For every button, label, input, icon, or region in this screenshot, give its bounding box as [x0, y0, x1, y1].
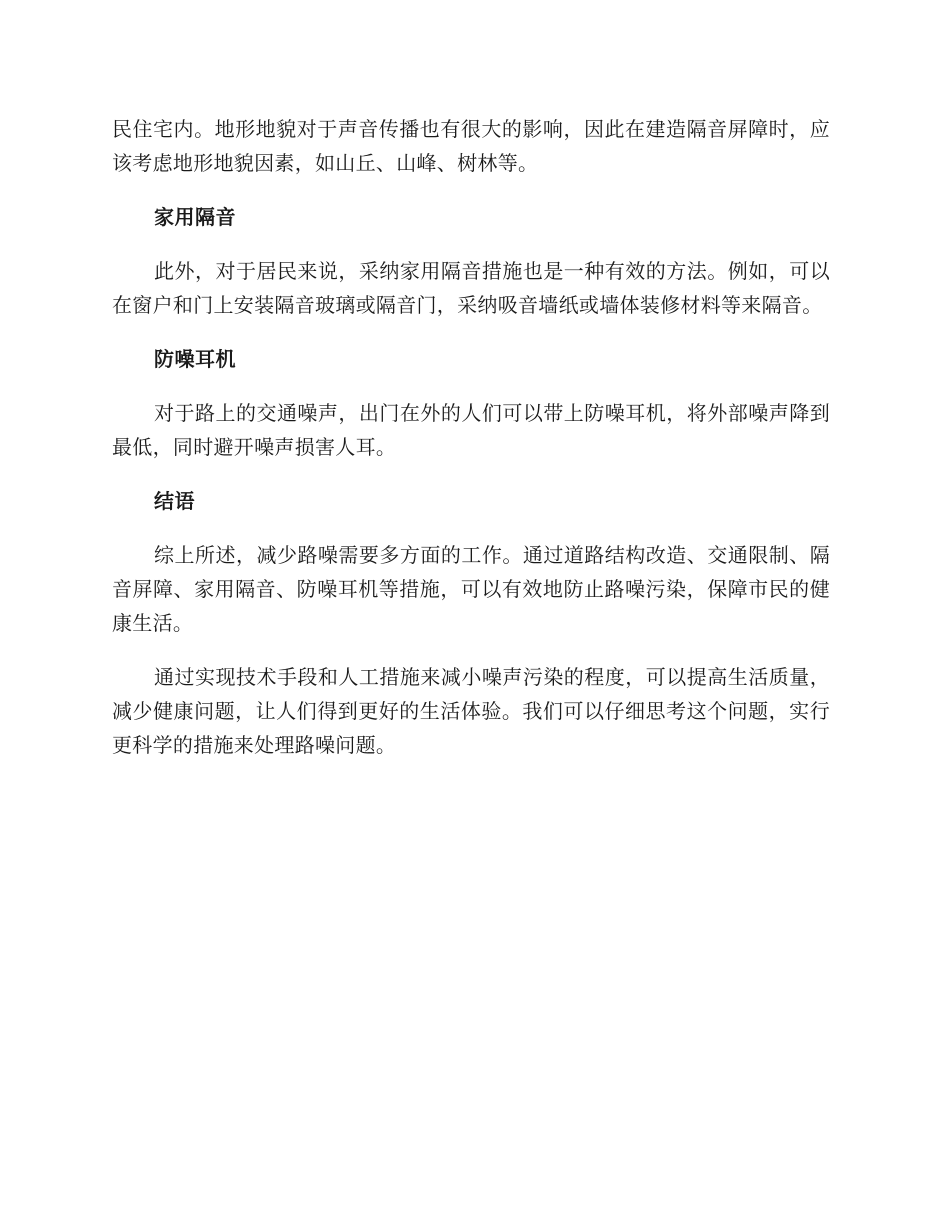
document-body — [112, 112, 830, 762]
heading-noise-headphones: 防噪耳机 — [154, 347, 236, 371]
heading-conclusion: 结语 — [154, 489, 195, 513]
heading-home-soundproofing: 家用隔音 — [154, 205, 236, 229]
paragraph-conclusion-summary: 综上所述，减少路噪需要多方面的工作。通过道路结构改造、交通限制、隔音屏障、家用隔音、防噪耳机等措施，可以有效地防止路噪污染，保障市民的健康生活。 — [112, 543, 830, 635]
paragraph-home-soundproofing: 此外，对于居民来说，采纳家用隔音措施也是一种有效的方法。例如，可以在窗户和门上安装隔音玻璃或隔音门，采纳吸音墙纸或墙体装修材料等来隔音。 — [112, 259, 830, 317]
paragraph-terrain: 民住宅内。地形地貌对于声音传播也有很大的影响，因此在建造隔音屏障时，应该考虑地形地貌因素，如山丘、山峰、树林等。 — [112, 117, 830, 175]
paragraph-noise-headphones: 对于路上的交通噪声，出门在外的人们可以带上防噪耳机，将外部噪声降到最低，同时避开噪声损害人耳。 — [112, 401, 830, 459]
paragraph-conclusion-outlook: 通过实现技术手段和人工措施来减小噪声污染的程度，可以提高生活质量，减少健康问题，让人们得到更好的生活体验。我们可以仔细思考这个问题，实行更科学的措施来处理路噪问题。 — [112, 665, 830, 757]
